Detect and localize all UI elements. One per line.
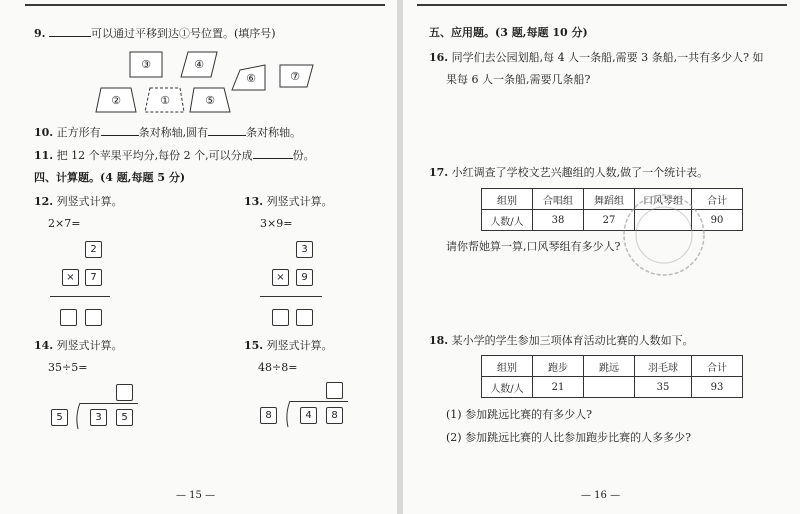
table-header-cell: 口风琴组	[635, 189, 692, 210]
stats-table-18	[481, 355, 743, 398]
answer-box[interactable]	[326, 382, 343, 399]
expression: 3×9=	[260, 217, 293, 230]
table-cell: 93	[692, 377, 743, 398]
shape-label: ⑥	[246, 72, 256, 85]
table-cell: 27	[584, 210, 635, 231]
table-header-cell: 跳远	[584, 356, 635, 377]
question-number: 13.	[244, 195, 264, 208]
question-text: 正方形有	[56, 126, 101, 139]
question-number: 15.	[244, 339, 264, 352]
sub-question-1: (1) 参加跳远比赛的有多少人?	[446, 408, 592, 421]
question-number: 16.	[429, 51, 449, 64]
right-page	[403, 0, 800, 514]
top-rule	[417, 4, 787, 6]
question-number: 12.	[34, 195, 54, 208]
table-header-cell: 跑步	[533, 356, 584, 377]
watermark-stamp	[619, 190, 709, 280]
table-header-cell: 组别	[482, 189, 533, 210]
division-bracket	[284, 400, 294, 430]
digit-box: 2	[85, 241, 102, 258]
answer-box[interactable]	[296, 309, 313, 326]
question-text: 列竖式计算。	[56, 195, 123, 208]
question-number: 9.	[34, 27, 46, 40]
shape-label: ⑦	[290, 70, 300, 83]
dividend-digit-box: 5	[116, 409, 133, 426]
question-17	[429, 166, 708, 180]
question-text: 列竖式计算。	[56, 339, 123, 352]
question-11	[34, 148, 315, 163]
table-cell: 90	[692, 210, 743, 231]
dividend-digit-box: 8	[326, 407, 343, 424]
divisor-box: 8	[260, 407, 277, 424]
shape-label: ②	[111, 94, 121, 107]
page-number: — 16 —	[581, 490, 621, 501]
question-text-continued: 果每 6 人一条船,需要几条船?	[446, 73, 591, 86]
answer-box[interactable]	[85, 309, 102, 326]
table-header-cell: 组别	[482, 356, 533, 377]
answer-box[interactable]	[60, 309, 77, 326]
division-bracket	[74, 402, 84, 432]
calc-line	[50, 296, 110, 297]
question-text: 请你帮她算一算,口风琴组有多少人?	[446, 240, 621, 253]
dividend-digit-box: 4	[300, 407, 317, 424]
table-cell: 人数/人	[482, 377, 533, 398]
division-line	[80, 403, 138, 404]
section-heading-5: 五、应用题。(3 题,每题 10 分)	[429, 26, 588, 39]
expression: 2×7=	[48, 217, 81, 230]
table-header-cell: 合唱组	[533, 189, 584, 210]
table-cell: 38	[533, 210, 584, 231]
digit-box: 9	[296, 269, 313, 286]
shape-figures	[0, 0, 397, 130]
shape-label: ①	[160, 94, 170, 107]
question-18	[429, 334, 694, 348]
question-15	[244, 339, 333, 353]
table-cell: 35	[635, 377, 692, 398]
question-text: 同学们去公园划船,每 4 人一条船,需要 3 条船,一共有多少人? 如	[451, 51, 764, 64]
shape-label: ⑤	[205, 94, 215, 107]
question-number: 10.	[34, 126, 54, 139]
answer-box[interactable]	[272, 309, 289, 326]
question-12	[34, 195, 123, 209]
table-cell: 人数/人	[482, 210, 533, 231]
question-text: 把 12 个苹果平均分,每份 2 个,可以分成	[56, 149, 253, 162]
question-text: 小红调查了学校文艺兴趣组的人数,做了一个统计表。	[451, 166, 709, 179]
question-text: 可以通过平移到达①号位置。(填序号)	[90, 27, 276, 40]
operator-box: ×	[272, 269, 289, 286]
table-header-cell: 舞蹈组	[584, 189, 635, 210]
expression: 35÷5=	[48, 361, 88, 374]
question-text: 某小学的学生参加三项体育活动比赛的人数如下。	[451, 334, 694, 347]
operator-box: ×	[62, 269, 79, 286]
question-text: 列竖式计算。	[266, 339, 333, 352]
division-line	[290, 401, 348, 402]
dividend-digit-box: 3	[90, 409, 107, 426]
answer-blank[interactable]	[208, 125, 246, 136]
section-heading-4: 四、计算题。(4 题,每题 5 分)	[34, 171, 186, 184]
question-text: 列竖式计算。	[266, 195, 333, 208]
question-text: 份。	[292, 149, 315, 162]
question-14	[34, 339, 123, 353]
left-page	[0, 0, 397, 514]
question-text: 条对称轴,圆有	[138, 126, 209, 139]
question-number: 14.	[34, 339, 54, 352]
table-header-cell: 羽毛球	[635, 356, 692, 377]
question-10	[34, 125, 301, 140]
table-header-cell: 合计	[692, 356, 743, 377]
digit-box: 7	[85, 269, 102, 286]
table-header-cell: 合计	[692, 189, 743, 210]
question-16	[429, 51, 764, 65]
question-number: 11.	[34, 149, 54, 162]
answer-box[interactable]	[116, 384, 133, 401]
question-number: 18.	[429, 334, 449, 347]
answer-blank[interactable]	[253, 148, 293, 159]
digit-box: 3	[296, 241, 313, 258]
table-row	[482, 377, 743, 398]
shape-label: ③	[141, 58, 151, 71]
table-cell-empty[interactable]	[584, 377, 635, 398]
shape-label: ④	[194, 58, 204, 71]
expression: 48÷8=	[258, 361, 298, 374]
calc-line	[260, 296, 322, 297]
question-number: 17.	[429, 166, 449, 179]
table-row	[482, 356, 743, 377]
divisor-box: 5	[51, 409, 68, 426]
question-13	[244, 195, 333, 209]
table-cell: 21	[533, 377, 584, 398]
page-number: — 15 —	[176, 490, 216, 501]
sub-question-2: (2) 参加跳远比赛的人比参加跑步比赛的人多多少?	[446, 431, 691, 444]
answer-blank[interactable]	[101, 125, 139, 136]
question-text: 条对称轴。	[246, 126, 302, 139]
